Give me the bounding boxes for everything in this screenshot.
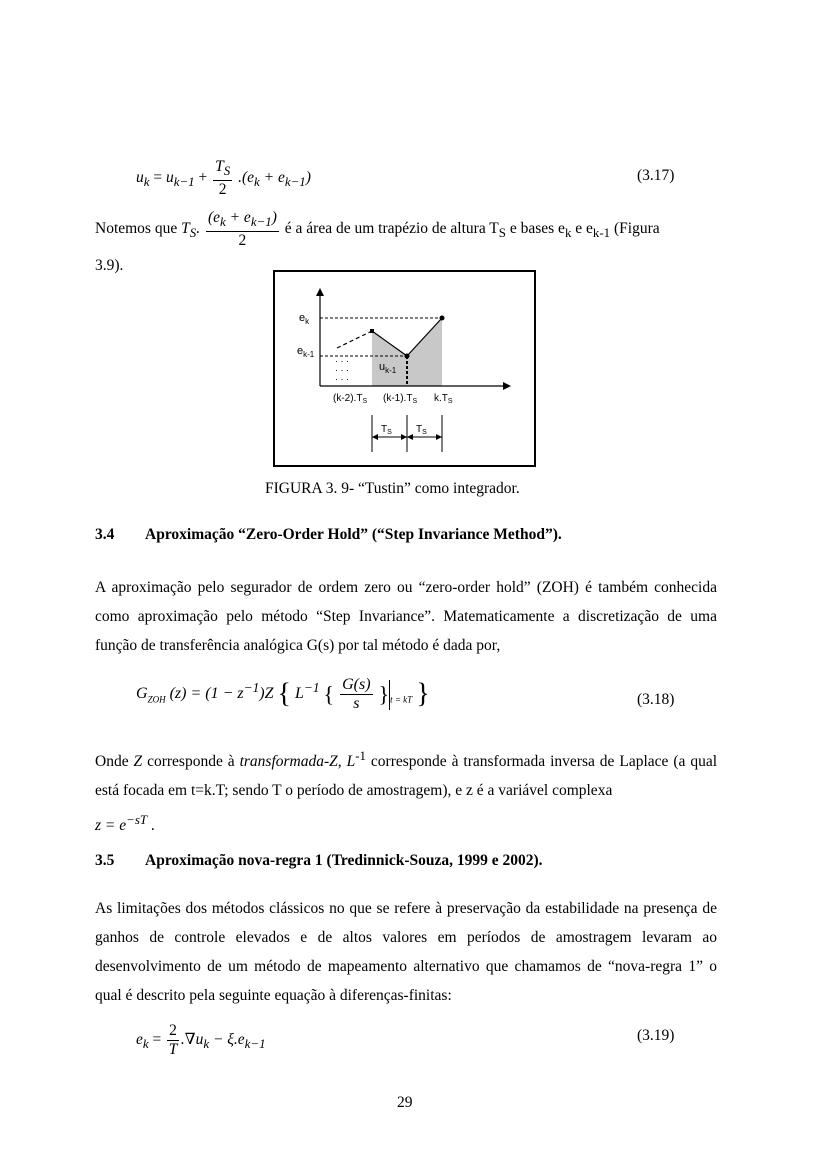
tick-label-k2: $(k-2).T_S$ xyxy=(333,393,368,405)
section-heading-3-5 xyxy=(95,852,543,870)
eq-text: (e xyxy=(207,209,220,226)
eq-sub: k xyxy=(219,214,226,230)
inline-math-sup: −sT xyxy=(126,812,148,828)
dots: · · · xyxy=(335,356,349,366)
ts-label-left: $T_S$ xyxy=(381,424,392,436)
ts-arrow xyxy=(401,434,407,440)
eq-text: + e xyxy=(225,209,251,226)
text-span: e bases e xyxy=(505,220,565,238)
eq-text: ) xyxy=(305,169,311,187)
eq-text: T xyxy=(181,220,190,238)
text-span: corresponde à xyxy=(142,753,240,771)
eq-sub: k−1 xyxy=(173,174,195,190)
text-span: Notemos que xyxy=(95,220,178,238)
eq-text: T xyxy=(215,158,224,175)
section-number: 3.5 xyxy=(95,852,115,869)
eq-text: u xyxy=(136,169,144,187)
ts-arrow xyxy=(407,434,413,440)
eq-text: + e xyxy=(259,169,285,187)
eq-sub: S xyxy=(223,163,231,179)
eq-text: s xyxy=(353,695,360,712)
dots: · · · xyxy=(335,365,349,375)
eq-text: )Z xyxy=(259,685,274,703)
x-axis-arrow xyxy=(503,382,511,390)
y-axis-arrow xyxy=(316,288,324,296)
point-k xyxy=(440,316,445,321)
eq-text: = xyxy=(152,1031,162,1049)
eq-sub: k xyxy=(143,174,150,190)
section-title: Aproximação nova-regra 1 (Tredinnick-Souza, 1999 e 2002). xyxy=(145,852,543,869)
inline-math xyxy=(181,209,285,250)
tick-label-k: $k.T_S$ xyxy=(434,393,453,405)
eq-sub: S xyxy=(189,225,197,241)
eq-fraction xyxy=(340,676,372,713)
eq-text: G(s) xyxy=(342,676,371,693)
eq-sub: k xyxy=(254,174,260,190)
text-span: corresponde à transformada inversa de Laplace (a qual está focada em t=k.T; sendo T o período de amostragem), e z é a variável complexa xyxy=(95,753,718,800)
eq-text: u xyxy=(165,169,174,187)
prior-segment xyxy=(337,331,372,348)
equation-3-17 xyxy=(136,158,311,199)
label-ek: $e_k$ xyxy=(299,312,310,326)
eq-fraction xyxy=(213,158,232,199)
eq-sub: ZOH xyxy=(147,694,166,705)
text-sub: k-1 xyxy=(592,225,611,241)
text-sub: k xyxy=(564,225,572,241)
eq-sup: −1 xyxy=(303,679,320,695)
equation-number: (3.19) xyxy=(637,1027,675,1044)
equation-3-18 xyxy=(136,676,430,713)
eq-brace: { xyxy=(277,678,291,710)
eq-text: ) xyxy=(271,209,277,226)
page-number: 29 xyxy=(397,1094,413,1111)
eq-fraction xyxy=(167,1022,179,1059)
point-k-2 xyxy=(370,329,374,333)
paragraph-nova-regra: As limitações dos métodos clássicos no que se refere à preservação da estabilidade na presença de ganhos de controle elevados e de altos valores em períodos de amostragem levaram ao desenvolvimento de um método de mapeamento alternativo que chamamos de “nova-regra 1” o qual é descrito pela seguinte equação à diferenças-finitas: xyxy=(95,900,717,1004)
ts-arrow xyxy=(372,434,378,440)
point-k-1 xyxy=(405,354,410,359)
eq-text: .(e xyxy=(238,169,255,187)
eq-text: (z) = (1 − z xyxy=(169,685,244,703)
eq-sub: k−1 xyxy=(250,214,272,230)
eq-text: 2 xyxy=(218,181,227,199)
eq-sub: k xyxy=(203,1036,210,1052)
eq-sub: k xyxy=(142,1036,149,1052)
equation-3-19 xyxy=(136,1022,266,1059)
tick-label-k1: $(k-1).T_S$ xyxy=(383,393,418,405)
eq-text: L xyxy=(294,685,304,703)
paragraph-line: 3.9). xyxy=(95,257,124,274)
label-uk1: $u_{k-1}$ xyxy=(379,361,397,375)
eq-sub: t = kT xyxy=(390,694,413,705)
dots: · · · xyxy=(335,374,349,384)
ts-label-right: $T_S$ xyxy=(416,424,427,436)
text-span: transformada-Z xyxy=(239,753,338,771)
figure-svg xyxy=(275,272,534,465)
text-span: Onde xyxy=(95,753,134,771)
text-span: Z xyxy=(133,753,143,771)
paragraph-zoh: A aproximação pelo segurador de ordem zero ou “zero-order hold” (ZOH) é também conhecida como aproximação pelo método “Step Invariance”. Matematicamente a discretização de uma função de transferência analógica G(s) por tal método é dada por, xyxy=(95,579,717,654)
section-number: 3.4 xyxy=(95,526,115,543)
eq-text: .∇u xyxy=(180,1031,204,1049)
text-span: . xyxy=(147,817,155,835)
eq-fraction xyxy=(206,209,279,250)
paragraph-trapezoid xyxy=(95,209,717,250)
eq-text: 2 xyxy=(169,1022,177,1039)
text-span: é a área de um trapézio de altura T xyxy=(284,220,499,238)
eq-text: 2 xyxy=(238,232,247,250)
label-ek1: $e_{k-1}$ xyxy=(297,345,315,359)
figure-caption: FIGURA 3. 9- “Tustin” como integrador. xyxy=(265,480,520,497)
eq-text: . xyxy=(196,220,201,238)
equation-number: (3.17) xyxy=(637,167,675,184)
ts-arrow xyxy=(436,434,442,440)
equation-number: (3.18) xyxy=(637,691,675,708)
inline-math: z = e xyxy=(95,817,127,835)
text-span: (Figura xyxy=(610,220,660,238)
text-sup: -1 xyxy=(355,748,366,763)
figure-tustin xyxy=(273,270,536,467)
eq-brace: } xyxy=(416,678,430,710)
eq-sub: k−1 xyxy=(284,174,306,190)
eq-text: = xyxy=(153,169,163,187)
eq-text: T xyxy=(168,1041,178,1058)
paragraph-definitions xyxy=(95,741,717,840)
section-title: Aproximação “Zero-Order Hold” (“Step Invariance Method”). xyxy=(145,526,562,543)
text-span: e e xyxy=(571,220,593,238)
eq-brace: } xyxy=(378,681,390,707)
eq-brace: { xyxy=(323,681,335,707)
eq-text: + xyxy=(198,169,208,187)
eq-text: e xyxy=(136,1031,143,1049)
eq-text: − ξ.e xyxy=(209,1031,245,1049)
text-span: L xyxy=(346,753,356,771)
text-span: , xyxy=(337,753,347,771)
text-sub: S xyxy=(498,225,506,241)
section-heading-3-4 xyxy=(95,526,562,544)
eq-sup: −1 xyxy=(243,679,260,695)
eq-text: G xyxy=(136,685,148,703)
eq-sub: k−1 xyxy=(244,1036,266,1052)
shaded-area xyxy=(372,318,442,386)
